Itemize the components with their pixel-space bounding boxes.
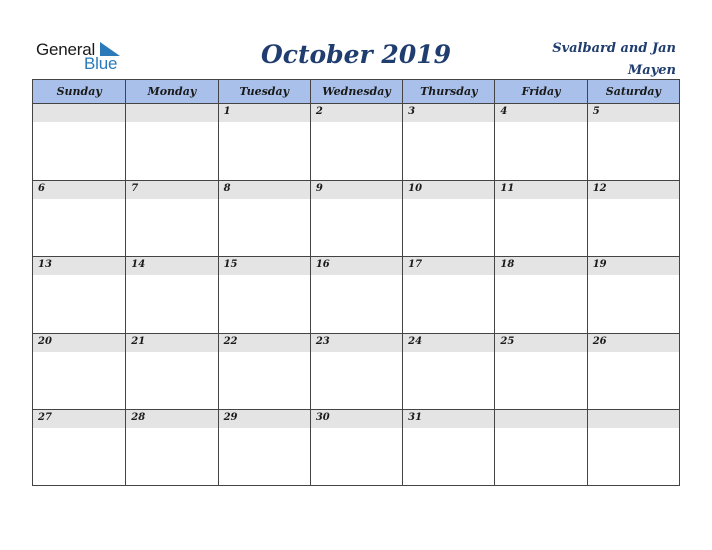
- day-cell[interactable]: [402, 334, 494, 409]
- day-number-band: [495, 410, 586, 428]
- day-number: 10: [408, 183, 423, 195]
- day-cell[interactable]: [218, 257, 310, 332]
- day-cell[interactable]: [218, 410, 310, 485]
- day-number: 20: [38, 335, 52, 347]
- day-cell[interactable]: [587, 334, 679, 409]
- region-label: Svalbard and Jan Mayen: [552, 41, 676, 78]
- day-number: 19: [592, 259, 607, 271]
- day-cell[interactable]: [310, 181, 402, 256]
- day-cell[interactable]: [125, 410, 217, 485]
- day-number: 16: [315, 259, 330, 271]
- day-number-band: [33, 181, 125, 199]
- calendar-weeks: [33, 104, 679, 485]
- day-number-band: [588, 410, 679, 428]
- day-number-band: [403, 104, 494, 122]
- day-number: 9: [315, 183, 323, 195]
- day-number: 14: [131, 259, 146, 271]
- logo-text-general: General: [36, 40, 96, 59]
- day-number: 30: [315, 411, 330, 423]
- day-number: 27: [38, 411, 52, 423]
- day-number: 3: [408, 106, 416, 117]
- weekday-thursday: Thursday: [402, 80, 494, 103]
- day-number: 5: [592, 106, 600, 117]
- day-number: 1: [223, 106, 231, 117]
- weekday-header: [33, 80, 679, 104]
- weekday-tuesday: Tuesday: [218, 80, 310, 103]
- day-cell[interactable]: [310, 334, 402, 409]
- day-cell[interactable]: [125, 334, 217, 409]
- day-cell[interactable]: [218, 334, 310, 409]
- day-number-band: [311, 104, 402, 122]
- day-cell[interactable]: [33, 181, 125, 256]
- logo-text-blue: Blue: [84, 54, 118, 73]
- day-cell[interactable]: [402, 257, 494, 332]
- day-number-band: [311, 181, 402, 199]
- calendar-week-row: [33, 256, 679, 332]
- day-number: 26: [592, 335, 607, 347]
- page-title: October 2019: [260, 40, 452, 69]
- calendar-week-row: [33, 409, 679, 485]
- day-number: 7: [131, 183, 139, 195]
- day-number-band: [219, 181, 310, 199]
- day-cell[interactable]: [33, 334, 125, 409]
- day-number: 21: [131, 335, 146, 347]
- day-number-band: [126, 181, 217, 199]
- day-number: 13: [38, 259, 52, 271]
- day-cell[interactable]: [402, 104, 494, 180]
- day-cell[interactable]: [494, 257, 586, 332]
- calendar-grid: [32, 79, 680, 486]
- day-cell[interactable]: [218, 104, 310, 180]
- day-cell[interactable]: [33, 104, 125, 180]
- day-number: 29: [223, 411, 238, 423]
- day-number: 6: [38, 183, 45, 195]
- day-cell[interactable]: [125, 257, 217, 332]
- day-number-band: [219, 104, 310, 122]
- weekday-wednesday: Wednesday: [310, 80, 402, 103]
- weekday-monday: Monday: [125, 80, 217, 103]
- day-number: 22: [223, 335, 238, 347]
- day-cell[interactable]: [587, 410, 679, 485]
- day-cell[interactable]: [310, 104, 402, 180]
- day-number: 25: [500, 335, 515, 347]
- day-cell[interactable]: [587, 104, 679, 180]
- calendar-week-row: [33, 180, 679, 256]
- day-cell[interactable]: [587, 257, 679, 332]
- day-cell[interactable]: [494, 334, 586, 409]
- day-number: 23: [315, 335, 330, 347]
- day-number: 8: [223, 183, 231, 195]
- day-cell[interactable]: [494, 181, 586, 256]
- day-cell[interactable]: [33, 257, 125, 332]
- day-cell[interactable]: [310, 257, 402, 332]
- day-number: 18: [500, 259, 515, 271]
- day-number: 4: [500, 106, 508, 117]
- day-number: 17: [408, 259, 423, 271]
- calendar-week-row: [33, 104, 679, 180]
- day-number: 15: [223, 259, 238, 271]
- day-number: 11: [500, 183, 515, 195]
- day-number: 31: [408, 411, 423, 423]
- day-cell[interactable]: [587, 181, 679, 256]
- day-cell[interactable]: [402, 410, 494, 485]
- day-cell[interactable]: [125, 181, 217, 256]
- weekday-friday: Friday: [494, 80, 586, 103]
- calendar-week-row: [33, 333, 679, 409]
- day-number-band: [588, 104, 679, 122]
- day-number: 28: [131, 411, 146, 423]
- day-cell[interactable]: [125, 104, 217, 180]
- day-cell[interactable]: [402, 181, 494, 256]
- day-number-band: [126, 104, 217, 122]
- day-cell[interactable]: [218, 181, 310, 256]
- day-number-band: [33, 104, 125, 122]
- day-number: 12: [592, 183, 607, 195]
- day-cell[interactable]: [494, 410, 586, 485]
- day-number-band: [495, 104, 586, 122]
- day-number: 24: [408, 335, 423, 347]
- day-cell[interactable]: [33, 410, 125, 485]
- day-cell[interactable]: [494, 104, 586, 180]
- day-cell[interactable]: [310, 410, 402, 485]
- day-number: 2: [315, 106, 323, 117]
- weekday-saturday: Saturday: [587, 80, 679, 103]
- weekday-sunday: Sunday: [56, 85, 102, 98]
